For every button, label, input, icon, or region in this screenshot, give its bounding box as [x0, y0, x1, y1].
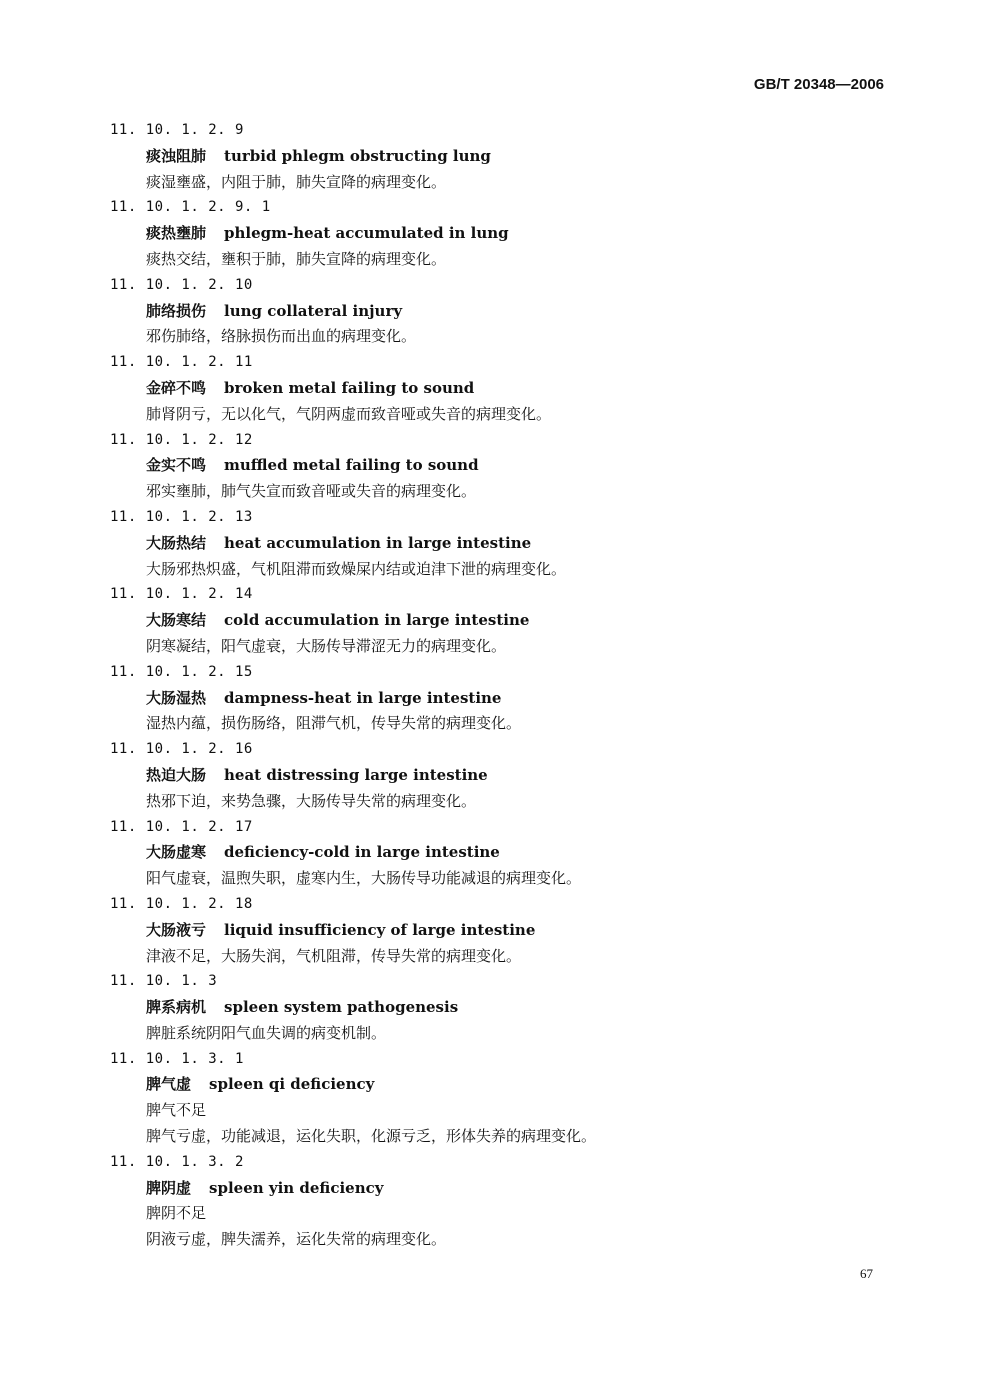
entry-term — [0, 995, 999, 1021]
entry-definition: 痰热交结，壅积于肺，肺失宣降的病理变化。 — [146, 249, 447, 268]
term-chinese: 金实不鸣 — [146, 456, 207, 475]
entry-number: 11. 10. 1. 2. 13 — [110, 508, 253, 525]
glossary-entry — [0, 195, 999, 272]
term-chinese: 痰浊阻肺 — [146, 146, 207, 165]
entry-term — [0, 686, 999, 712]
entry-definition: 湿热内蕴，损伤肠络，阻滞气机，传导失常的病理变化。 — [146, 714, 522, 733]
term-english: liquid insufficiency of large intestine — [224, 920, 536, 939]
term-english: spleen system pathogenesis — [224, 998, 459, 1017]
entry-definition: 阴寒凝结，阳气虚衰，大肠传导滞涩无力的病理变化。 — [146, 636, 507, 655]
entry-number: 11. 10. 1. 3. 2 — [110, 1153, 244, 1170]
term-english: muffled metal failing to sound — [224, 456, 479, 475]
entry-number: 11. 10. 1. 2. 9. 1 — [110, 199, 271, 216]
entry-definition: 脾气亏虚，功能减退，运化失职，化源亏乏，形体失养的病理变化。 — [146, 1127, 597, 1146]
entry-number: 11. 10. 1. 2. 15 — [110, 663, 253, 680]
entry-definition: 大肠邪热炽盛，气机阻滞而致燥屎内结或迫津下泄的病理变化。 — [146, 559, 567, 578]
term-english: dampness-heat in large intestine — [224, 688, 502, 707]
term-chinese: 大肠液亏 — [146, 920, 207, 939]
glossary-entry — [0, 582, 999, 659]
term-chinese: 大肠热结 — [146, 533, 207, 552]
term-chinese: 脾气虚 — [146, 1075, 192, 1094]
term-english: heat distressing large intestine — [224, 765, 488, 784]
glossary-entry — [0, 273, 999, 350]
entry-number: 11. 10. 1. 2. 18 — [110, 895, 253, 912]
term-english: phlegm-heat accumulated in lung — [224, 224, 509, 243]
entry-number: 11. 10. 1. 2. 10 — [110, 276, 253, 293]
entry-definition: 邪伤肺络，络脉损伤而出血的病理变化。 — [146, 327, 417, 346]
entry-term — [0, 840, 999, 866]
term-english: spleen qi deficiency — [209, 1075, 375, 1094]
term-chinese: 大肠虚寒 — [146, 843, 207, 862]
term-chinese: 大肠湿热 — [146, 688, 207, 707]
standard-code-header: GB/T 20348—2006 — [753, 76, 884, 93]
glossary-entry — [0, 428, 999, 505]
glossary-entry — [0, 350, 999, 427]
entry-definition: 脾脏系统阴阳气血失调的病变机制。 — [146, 1023, 387, 1042]
glossary-entry — [0, 892, 999, 969]
glossary-entry — [0, 660, 999, 737]
entry-term — [0, 299, 999, 325]
entry-number: 11. 10. 1. 2. 16 — [110, 741, 253, 758]
entry-number: 11. 10. 1. 2. 14 — [110, 586, 253, 603]
entry-term — [0, 531, 999, 557]
glossary-entry — [0, 969, 999, 1046]
term-english: cold accumulation in large intestine — [224, 611, 530, 630]
term-chinese: 痰热壅肺 — [146, 224, 207, 243]
entry-number: 11. 10. 1. 2. 11 — [110, 354, 253, 371]
page-number: 67 — [860, 1266, 873, 1281]
term-chinese: 肺络损伤 — [146, 301, 207, 320]
entry-term — [0, 608, 999, 634]
term-english: deficiency-cold in large intestine — [224, 843, 500, 862]
entry-number: 11. 10. 1. 2. 9 — [110, 122, 244, 138]
glossary-entry — [0, 118, 999, 195]
term-chinese: 脾阴虚 — [146, 1178, 192, 1197]
entry-synonym: 脾阴不足 — [146, 1204, 207, 1223]
entry-term — [0, 1072, 999, 1098]
term-english: heat accumulation in large intestine — [224, 533, 532, 552]
entry-number: 11. 10. 1. 2. 17 — [110, 818, 253, 835]
term-chinese: 金碎不鸣 — [146, 378, 207, 397]
term-english: lung collateral injury — [224, 301, 403, 320]
entry-synonym: 脾气不足 — [146, 1101, 207, 1120]
glossary-entry — [0, 505, 999, 582]
glossary-content — [0, 118, 999, 1253]
entry-term — [0, 376, 999, 402]
entry-term — [0, 144, 999, 170]
entry-term — [0, 763, 999, 789]
term-chinese: 大肠寒结 — [146, 611, 207, 630]
entry-definition: 阳气虚衰，温煦失职，虚寒内生，大肠传导功能减退的病理变化。 — [146, 869, 582, 888]
term-english: spleen yin deficiency — [209, 1178, 384, 1197]
term-english: broken metal failing to sound — [224, 378, 475, 397]
entry-number: 11. 10. 1. 3. 1 — [110, 1050, 244, 1067]
entry-term — [0, 453, 999, 479]
entry-definition: 津液不足，大肠失润，气机阻滞，传导失常的病理变化。 — [146, 946, 522, 965]
entry-definition: 肺肾阴亏，无以化气，气阴两虚而致音哑或失音的病理变化。 — [146, 404, 552, 423]
entry-definition: 邪实壅肺，肺气失宣而致音哑或失音的病理变化。 — [146, 482, 477, 501]
entry-definition: 痰湿壅盛，内阻于肺，肺失宣降的病理变化。 — [146, 172, 447, 191]
entry-term — [0, 918, 999, 944]
entry-term — [0, 1176, 999, 1202]
term-english: turbid phlegm obstructing lung — [224, 146, 491, 165]
entry-term — [0, 221, 999, 247]
glossary-entry — [0, 1150, 999, 1253]
entry-number: 11. 10. 1. 3 — [110, 973, 218, 990]
glossary-entry — [0, 815, 999, 892]
term-chinese: 脾系病机 — [146, 998, 207, 1017]
entry-number: 11. 10. 1. 2. 12 — [110, 431, 253, 448]
entry-definition: 热邪下迫，来势急骤，大肠传导失常的病理变化。 — [146, 791, 477, 810]
glossary-entry — [0, 1047, 999, 1150]
term-chinese: 热迫大肠 — [146, 765, 207, 784]
glossary-entry — [0, 737, 999, 814]
entry-definition: 阴液亏虚，脾失濡养，运化失常的病理变化。 — [146, 1230, 447, 1249]
